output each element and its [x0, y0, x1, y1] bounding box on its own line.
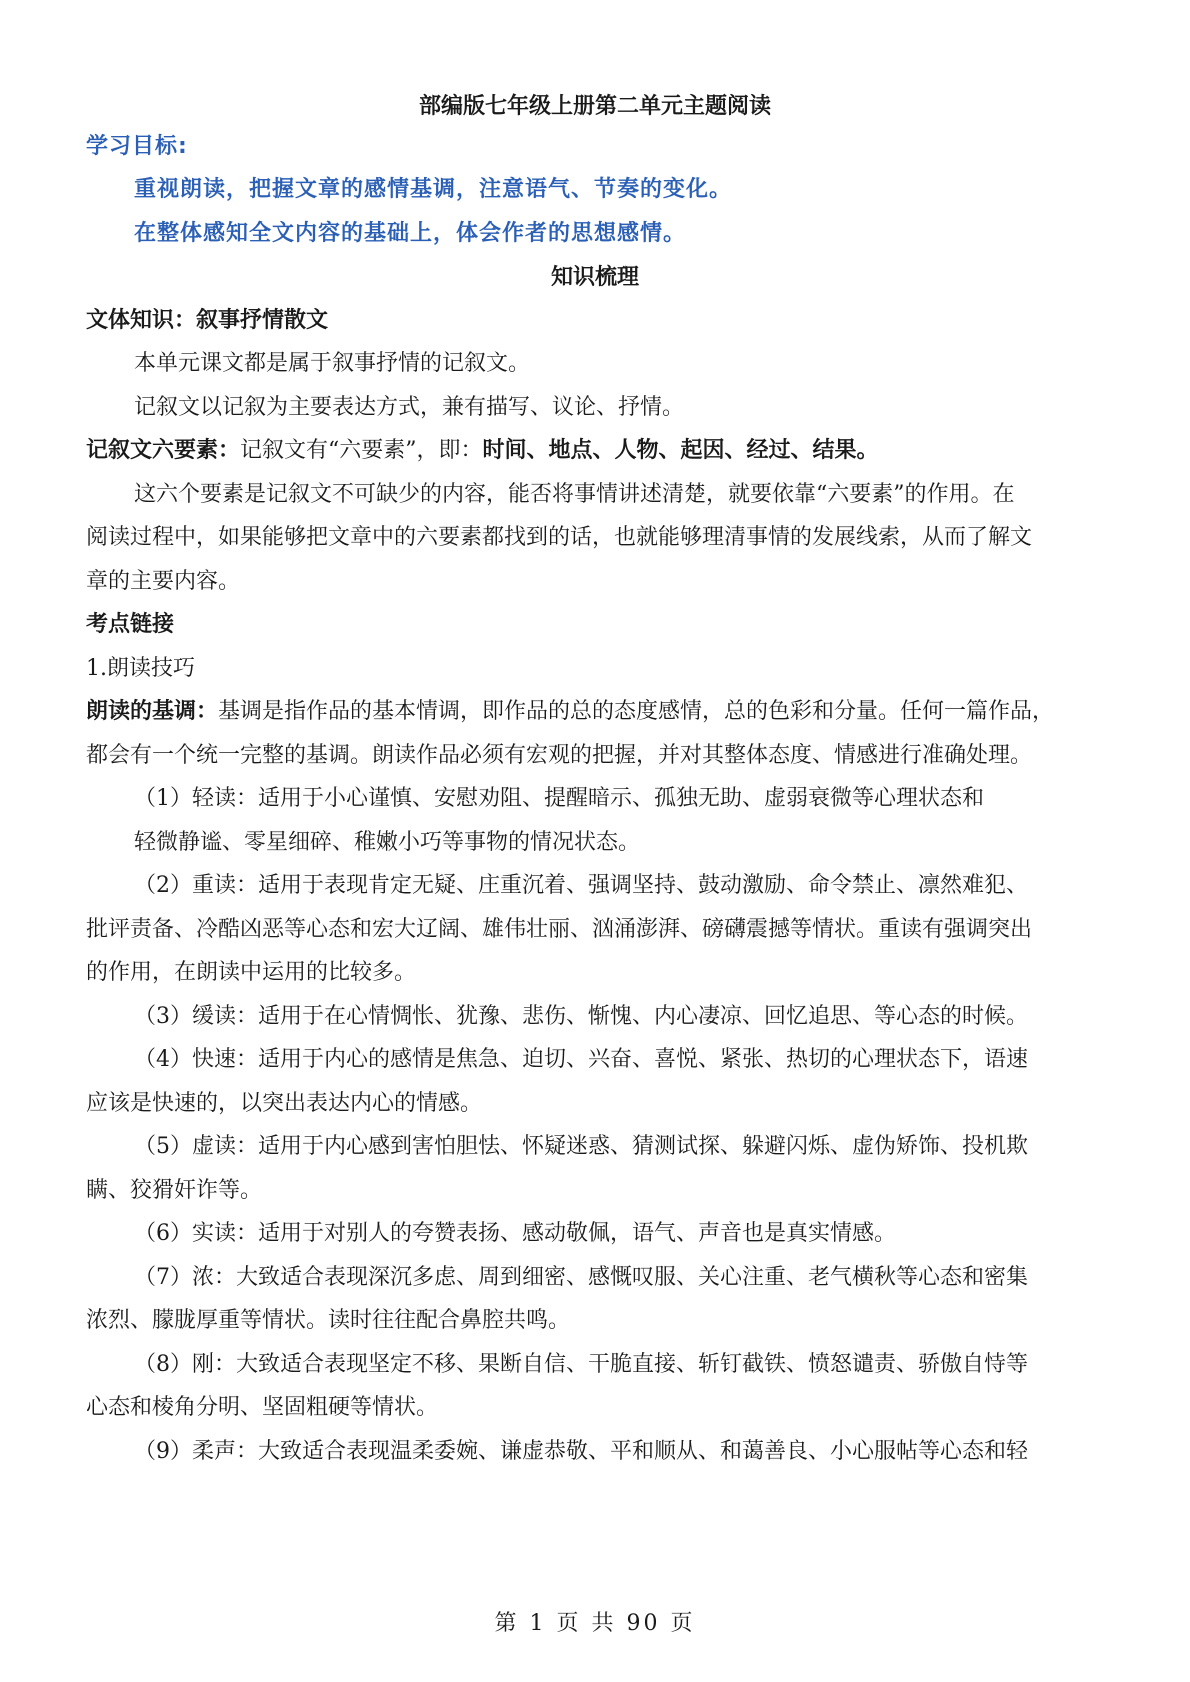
list-item: 瞒、狡猾奸诈等。: [86, 1178, 263, 1203]
list-item: （7）浓：大致适合表现深沉多虑、周到细密、感慨叹服、关心注重、老气横秋等心态和密集: [134, 1265, 1029, 1290]
list-item: 的作用，在朗读中运用的比较多。: [86, 960, 417, 985]
six-elements-list: 时间、地点、人物、起因、经过、结果。: [482, 438, 879, 463]
six-elements-explain: 章的主要内容。: [86, 569, 241, 594]
six-elements-explain: 阅读过程中，如果能够把文章中的六要素都找到的话，也就能够理清事情的发展线索，从而了解文: [86, 525, 1033, 550]
basic-tone-text: 都会有一个统一完整的基调。朗读作品必须有宏观的把握，并对其整体态度、情感进行准确处理。: [86, 743, 1033, 768]
genre-paragraph: 本单元课文都是属于叙事抒情的记叙文。: [134, 351, 531, 376]
reading-skills-heading: 1.朗读技巧: [86, 656, 195, 681]
basic-tone-line: [86, 697, 1106, 727]
section-title: 知识梳理: [550, 265, 639, 290]
list-item: （1）轻读：适用于小心谨慎、安慰劝阻、提醒暗示、孤独无助、虚弱衰微等心理状态和: [134, 786, 984, 811]
genre-paragraph: 记叙文以记叙为主要表达方式，兼有描写、议论、抒情。: [134, 395, 685, 420]
six-elements-label: 记叙文六要素：: [86, 438, 241, 463]
objective-item: 重视朗读，把握文章的感情基调，注意语气、节奏的变化。: [134, 177, 733, 202]
list-item: （8）刚：大致适合表现坚定不移、果断自信、干脆直接、斩钉截铁、愤怒谴责、骄傲自恃等: [134, 1352, 1029, 1377]
objective-item: 在整体感知全文内容的基础上，体会作者的思想感情。: [134, 221, 687, 246]
list-item: （4）快速：适用于内心的感情是焦急、迫切、兴奋、喜悦、紧张、热切的心理状态下，语速: [134, 1047, 1029, 1072]
list-item: 浓烈、朦胧厚重等情状。读时往往配合鼻腔共鸣。: [86, 1308, 571, 1333]
six-elements-text: 记叙文有“六要素”，即：: [240, 438, 483, 463]
page-footer: 第 1 页 共 90 页: [494, 1611, 696, 1636]
list-item: 应该是快速的，以突出表达内心的情感。: [86, 1091, 483, 1116]
page-title: 部编版七年级上册第二单元主题阅读: [418, 94, 771, 119]
list-item: （5）虚读：适用于内心感到害怕胆怯、怀疑迷惑、猜测试探、躲避闪烁、虚伪矫饰、投机欺: [134, 1134, 1029, 1159]
list-item: （2）重读：适用于表现肯定无疑、庄重沉着、强调坚持、鼓动激励、命令禁止、凛然难犯、: [134, 873, 1029, 898]
list-item: （6）实读：适用于对别人的夸赞表扬、感动敬佩，语气、声音也是真实情感。: [134, 1221, 896, 1246]
six-elements-explain: 这六个要素是记叙文不可缺少的内容，能否将事情讲述清楚，就要依靠“六要素”的作用。在: [134, 482, 1015, 507]
list-item: 轻微静谧、零星细碎、稚嫩小巧等事物的情况状态。: [134, 830, 641, 855]
objectives-heading: 学习目标:: [86, 134, 188, 159]
basic-tone-text: 基调是指作品的基本情调，即作品的总的态度感情，总的色彩和分量。任何一篇作品，: [218, 699, 1055, 724]
six-elements-line: [86, 436, 1106, 466]
list-item: 批评责备、冷酷凶恶等心态和宏大辽阔、雄伟壮丽、汹涌澎湃、磅礴震撼等情状。重读有强调突出: [86, 917, 1033, 942]
list-item: 心态和棱角分明、坚固粗硬等情状。: [86, 1395, 439, 1420]
exam-links-heading: 考点链接: [86, 612, 175, 637]
list-item: （3）缓读：适用于在心情惆怅、犹豫、悲伤、惭愧、内心凄凉、回忆追思、等心态的时候。: [134, 1004, 1029, 1029]
basic-tone-label: 朗读的基调：: [86, 699, 219, 724]
list-item: （9）柔声：大致适合表现温柔委婉、谦虚恭敬、平和顺从、和蔼善良、小心服帖等心态和轻: [134, 1439, 1029, 1464]
genre-heading: 文体知识：叙事抒情散文: [86, 308, 329, 333]
